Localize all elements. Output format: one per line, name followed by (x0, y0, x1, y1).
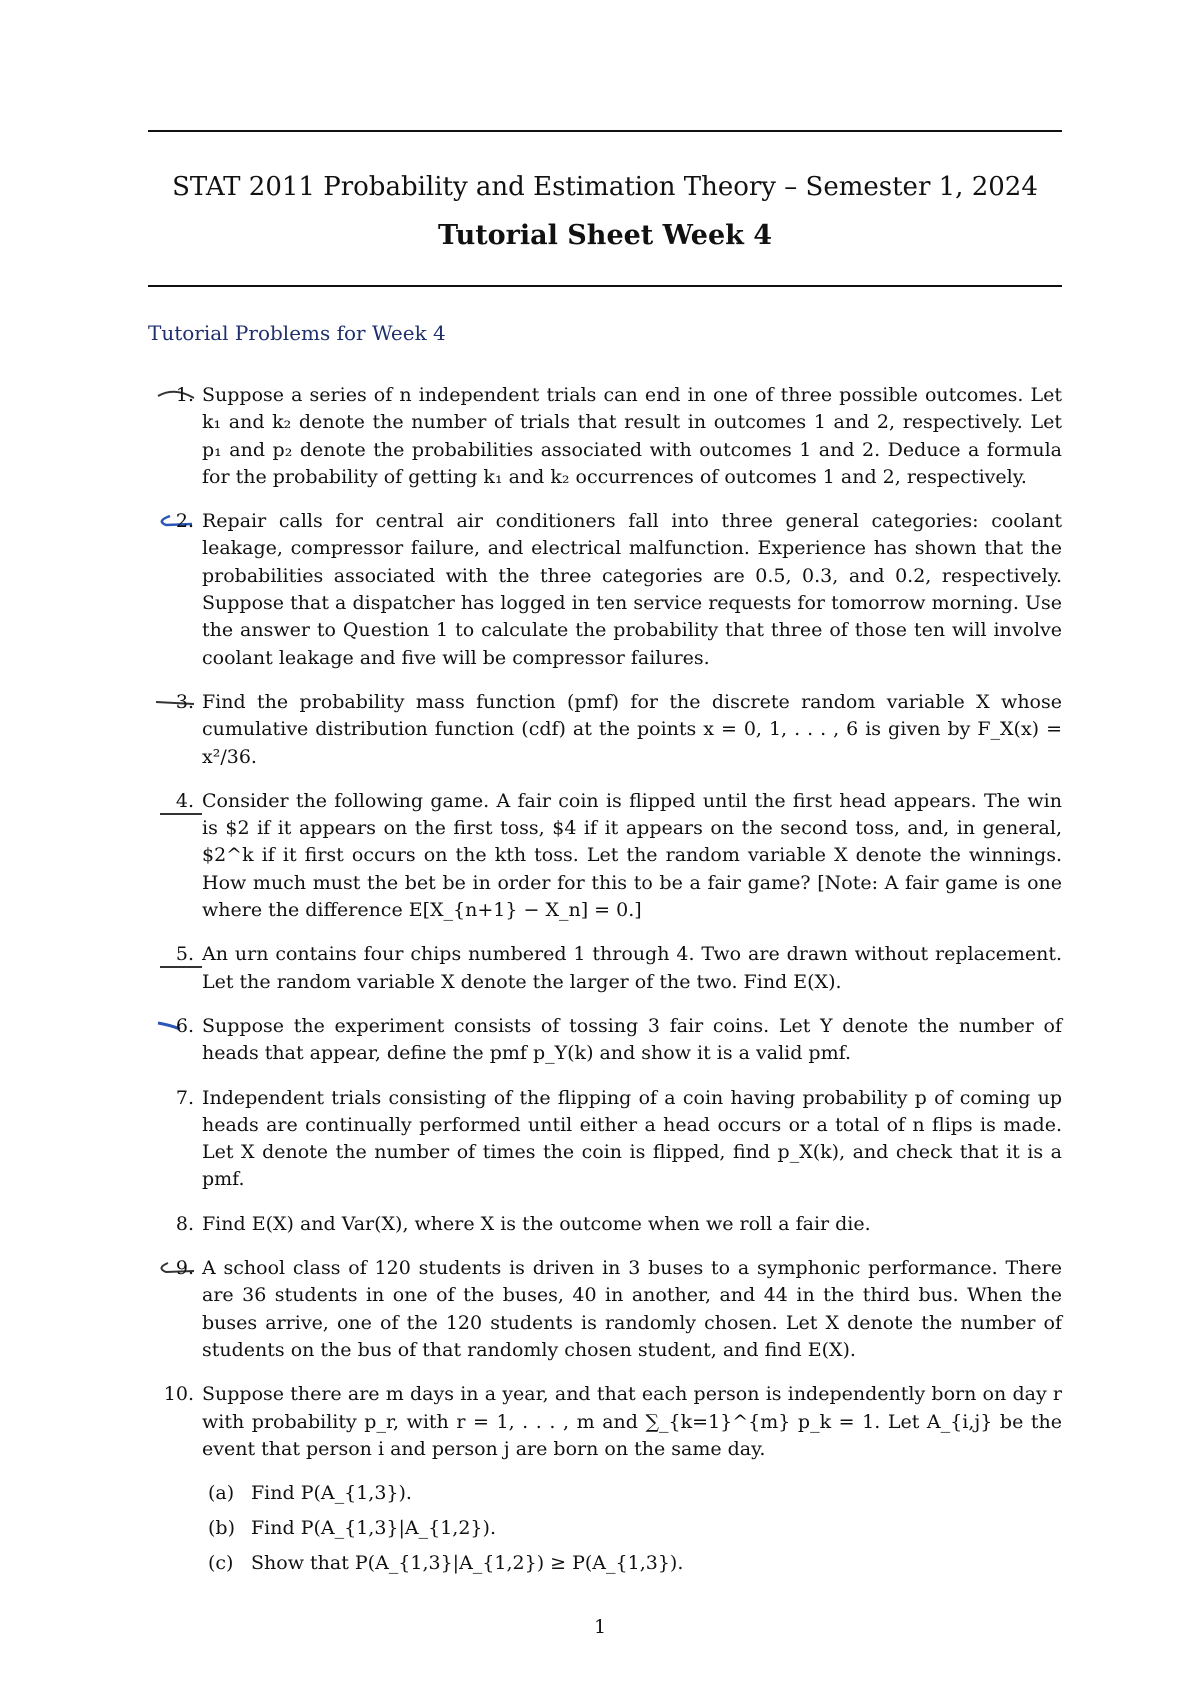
section-heading: Tutorial Problems for Week 4 (148, 321, 446, 345)
top-rule (148, 130, 1062, 132)
problem-10 (148, 1381, 1062, 1581)
problem-number: 3. (175, 690, 194, 713)
problem-1 (148, 382, 1062, 491)
problem-number: 5. (175, 943, 194, 966)
sheet-title: Tutorial Sheet Week 4 (437, 220, 773, 251)
problem-4 (148, 788, 1062, 924)
sub-part-b (202, 1511, 1062, 1546)
problem-text: Suppose the experiment consists of tossing 3 fair coins. Let Y denote the number of heads that appear, define the pmf p_Y(k) and show it is a valid pmf. (202, 1014, 1062, 1065)
sub-part-label: (b) (208, 1517, 235, 1540)
problem-text: Find E(X) and Var(X), where X is the outcome when we roll a fair die. (202, 1212, 871, 1235)
sub-part-a (202, 1476, 1062, 1511)
problem-number: 4. (175, 789, 194, 812)
problem-number: 8. (175, 1212, 194, 1235)
sub-part-text: Find P(A_{1,3}|A_{1,2}). (251, 1517, 496, 1540)
problem-number: 7. (175, 1086, 194, 1109)
problem-2 (148, 508, 1062, 672)
problem-text: Find the probability mass function (pmf) for the discrete random variable X whose cumulative distribution function (cdf) at the points x = 0, 1, . . . , 6 is given by F_X(x) = x²/36. (202, 690, 1062, 768)
sub-part-label: (a) (208, 1482, 235, 1505)
problem-text: Suppose there are m days in a year, and that each person is independently born on day r with probability p_r, with r = 1, . . . , m and ∑_{k=1}^{m} p_k = 1. Let A_{i,j} be the event that person i and person j are born on the same day. (202, 1383, 1062, 1460)
problem-number: 10. (163, 1383, 194, 1406)
problem-3 (148, 689, 1062, 771)
problem-8 (148, 1211, 1062, 1238)
problem-text: Consider the following game. A fair coin is flipped until the first head appears. The win is $2 if it appears on the first toss, $4 if it appears on the second toss, and, in general, $2^k if it first occurs on the kth toss. Let the random variable X denote the winnings. How much must the bet be in order for this to be a fair game? [Note: A fair game is one where the difference E[X_{n+1} − X_n] = 0.] (202, 789, 1062, 922)
course-title: STAT 2011 Probability and Estimation Theory – Semester 1, 2024 (172, 172, 1038, 202)
header-bottom-rule (148, 285, 1062, 287)
sub-part-label: (c) (208, 1552, 234, 1575)
problem-6 (148, 1013, 1062, 1068)
sub-part-text: Show that P(A_{1,3}|A_{1,2}) ≥ P(A_{1,3}). (251, 1552, 684, 1575)
problem-text: An urn contains four chips numbered 1 through 4. Two are drawn without replacement. Let the random variable X denote the larger of the two. Find E(X). (202, 943, 1062, 993)
problem-text: Suppose a series of n independent trials can end in one of three possible outcomes. Let k₁ and k₂ denote the number of trials that result in outcomes 1 and 2, respectively. Let p₁ and p₂ denote the probabilities associated with outcomes 1 and 2. Deduce a formula for the probability of getting k₁ and k₂ occurrences of outcomes 1 and 2, respectively. (202, 384, 1062, 488)
problem-number: 2. (175, 510, 194, 533)
problem-number: 1. (175, 384, 194, 406)
problem-text: Independent trials consisting of the flipping of a coin having probability p of coming up heads are continually performed until either a head occurs or a total of n flips is made. Let X denote the number of times the coin is flipped, find p_X(k), and check that it is a pmf. (202, 1086, 1062, 1191)
problem-7 (148, 1085, 1062, 1194)
problem-text: Repair calls for central air conditioners fall into three general categories: coolant leakage, compressor failure, and electrical malfunction. Experience has shown that the probabilities associated with the three categories are 0.5, 0.3, and 0.2, respectively. Suppose that a dispatcher has logged in ten service requests for tomorrow morning. Use the answer to Question 1 to calculate the probability that three of those ten will involve coolant leakage and five will be compressor failures. (202, 510, 1062, 669)
page-number: 1 (593, 1616, 607, 1638)
sub-part-c (202, 1546, 1062, 1581)
problem-text: A school class of 120 students is driven in 3 buses to a symphonic performance. There are 36 students in one of the buses, 40 in another, and 44 in the third bus. When the buses arrive, one of the 120 students is randomly chosen. Let X denote the number of students on the bus of that randomly chosen student, and find E(X). (202, 1257, 1062, 1361)
problem-number: 6. (175, 1014, 194, 1037)
problem-5 (148, 941, 1062, 996)
problem-number: 9. (175, 1257, 194, 1280)
problem-list (148, 382, 1062, 1598)
sub-part-text: Find P(A_{1,3}). (251, 1482, 412, 1505)
problem-9 (148, 1255, 1062, 1364)
sub-part-list (202, 1476, 1062, 1581)
